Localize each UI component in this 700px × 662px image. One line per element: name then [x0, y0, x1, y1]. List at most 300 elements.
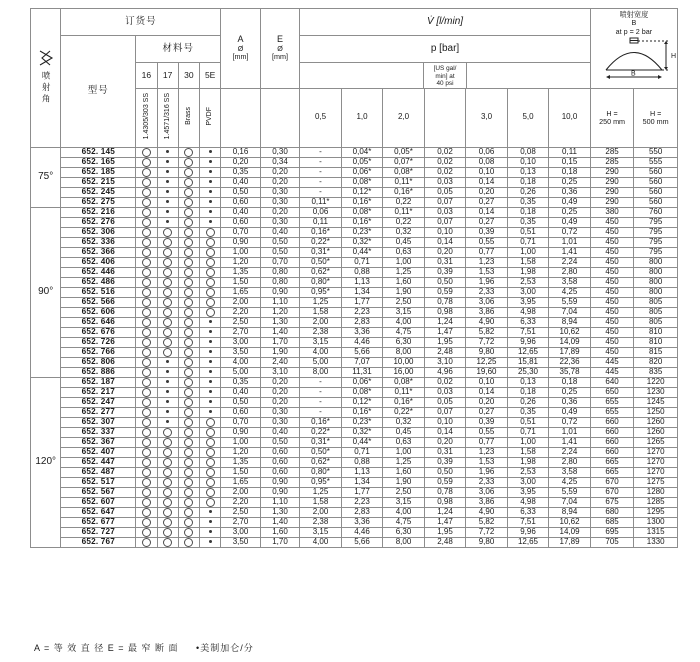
flow-value-cell-4: 0,77 — [466, 247, 508, 257]
table-row[interactable] — [31, 507, 678, 517]
flow-value-cell-2: 8,00 — [383, 537, 425, 547]
availability-dot-icon — [209, 150, 212, 153]
material-availability-cell-3 — [200, 357, 221, 367]
flow-value-cell-0: 0,11 — [300, 217, 342, 227]
flow-value-cell-3: 3,10 — [424, 357, 466, 367]
material-availability-cell-2 — [178, 237, 199, 247]
flow-value-cell-0: 2,38 — [300, 327, 342, 337]
dimension-a-cell: 2,50 — [221, 317, 260, 327]
table-row[interactable] — [31, 147, 678, 157]
flow-value-cell-5: 3,95 — [507, 297, 549, 307]
availability-circle-icon — [184, 368, 193, 377]
flow-value-cell-4: 4,90 — [466, 507, 508, 517]
table-row[interactable] — [31, 227, 678, 237]
table-row[interactable] — [31, 237, 678, 247]
availability-circle-icon — [142, 378, 151, 387]
flow-value-cell-2: 16,00 — [383, 367, 425, 377]
flow-value-cell-4: 12,25 — [466, 357, 508, 367]
flow-value-cell-3: 0,07 — [424, 217, 466, 227]
material-availability-cell-2 — [178, 267, 199, 277]
pressure-header: p [bar] — [300, 36, 591, 63]
flow-value-cell-1: 0,23* — [341, 417, 383, 427]
flow-value-cell-1: 0,44* — [341, 437, 383, 447]
spray-width-h250-cell: 660 — [590, 417, 634, 427]
material-availability-cell-2 — [178, 347, 199, 357]
table-row[interactable] — [31, 477, 678, 487]
spray-width-h500-cell: 820 — [634, 357, 678, 367]
flow-value-cell-4: 0,39 — [466, 417, 508, 427]
material-availability-cell-1 — [157, 167, 178, 177]
table-row[interactable] — [31, 377, 678, 387]
table-row[interactable] — [31, 417, 678, 427]
dimension-e-cell: 1,30 — [260, 507, 299, 517]
flow-value-cell-5: 25,30 — [507, 367, 549, 377]
flow-value-cell-6: 1,01 — [549, 237, 591, 247]
availability-circle-icon — [142, 398, 151, 407]
flow-value-cell-3: 0,20 — [424, 437, 466, 447]
dimension-a-cell: 0,70 — [221, 417, 260, 427]
table-header — [31, 9, 678, 148]
availability-circle-icon — [142, 308, 151, 317]
flow-value-cell-6: 5,59 — [549, 487, 591, 497]
flow-value-cell-1: 7,07 — [341, 357, 383, 367]
dimension-a-cell: 0,40 — [221, 177, 260, 187]
spray-width-h250-cell: 290 — [590, 167, 634, 177]
flow-value-cell-2: 0,11* — [383, 387, 425, 397]
model-number-cell[interactable]: 652. 726 — [61, 337, 136, 347]
material-availability-cell-1 — [157, 437, 178, 447]
availability-dot-icon — [209, 360, 212, 363]
model-number-cell[interactable]: 652. 245 — [61, 187, 136, 197]
dimension-e-cell: 1,10 — [260, 497, 299, 507]
material-availability-cell-2 — [178, 147, 199, 157]
flow-value-cell-5: 12,65 — [507, 537, 549, 547]
material-availability-cell-1 — [157, 447, 178, 457]
spray-width-h250-cell: 665 — [590, 467, 634, 477]
model-number-cell[interactable]: 652. 487 — [61, 467, 136, 477]
h500-line2: 500 mm — [642, 116, 669, 126]
material-availability-cell-2 — [178, 397, 199, 407]
availability-circle-icon — [206, 418, 215, 427]
material-availability-cell-0 — [136, 277, 157, 287]
material-availability-cell-0 — [136, 387, 157, 397]
dimension-e-cell: 0,20 — [260, 377, 299, 387]
flow-value-cell-6: 22,36 — [549, 357, 591, 367]
spray-angle-icon — [36, 49, 56, 67]
table-row[interactable] — [31, 457, 678, 467]
flow-value-cell-4: 0,14 — [466, 207, 508, 217]
availability-circle-icon — [142, 358, 151, 367]
model-number-cell[interactable]: 652. 247 — [61, 397, 136, 407]
availability-circle-icon — [206, 468, 215, 477]
model-number-cell[interactable]: 652. 366 — [61, 247, 136, 257]
material-availability-cell-2 — [178, 287, 199, 297]
material-code-5e: 5E — [200, 63, 221, 89]
material-availability-cell-1 — [157, 217, 178, 227]
table-row[interactable] — [31, 387, 678, 397]
availability-circle-icon — [163, 228, 172, 237]
availability-dot-icon — [209, 380, 212, 383]
pressure-tick-2: 2,0 — [383, 88, 425, 147]
model-number-cell[interactable]: 652. 277 — [61, 407, 136, 417]
flow-value-cell-0: 8,00 — [300, 367, 342, 377]
flow-value-cell-3: 0,98 — [424, 307, 466, 317]
dimension-e-cell: 0,90 — [260, 287, 299, 297]
flow-value-cell-6: 0,25 — [549, 177, 591, 187]
dimension-a-cell: 2,20 — [221, 307, 260, 317]
material-availability-cell-2 — [178, 447, 199, 457]
flow-value-cell-5: 0,26 — [507, 187, 549, 197]
dimension-a-cell: 0,60 — [221, 197, 260, 207]
pressure-tick-0: 0,5 — [300, 88, 342, 147]
flow-value-cell-0: 2,00 — [300, 317, 342, 327]
model-number-cell[interactable]: 652. 145 — [61, 147, 136, 157]
model-number-cell[interactable]: 652. 676 — [61, 327, 136, 337]
availability-circle-icon — [184, 318, 193, 327]
material-availability-cell-3 — [200, 147, 221, 157]
model-number-cell[interactable]: 652. 516 — [61, 287, 136, 297]
material-availability-cell-1 — [157, 417, 178, 427]
model-number-cell[interactable]: 652. 215 — [61, 177, 136, 187]
spray-width-h250-cell: 660 — [590, 427, 634, 437]
col-e-unit: [mm] — [272, 52, 288, 62]
flow-value-cell-6: 0,11 — [549, 147, 591, 157]
model-number-cell[interactable]: 652. 407 — [61, 447, 136, 457]
flow-value-cell-0: 3,15 — [300, 337, 342, 347]
availability-circle-icon — [163, 308, 172, 317]
flow-value-cell-4: 0,10 — [466, 377, 508, 387]
availability-circle-icon — [184, 398, 193, 407]
material-availability-cell-1 — [157, 307, 178, 317]
material-availability-cell-2 — [178, 497, 199, 507]
table-row[interactable] — [31, 397, 678, 407]
footer-note-a: A = 等 效 直 径 E = 最 窄 断 面 — [34, 643, 179, 653]
flow-value-cell-5: 9,96 — [507, 527, 549, 537]
spray-width-h500-cell: 1230 — [634, 387, 678, 397]
model-number-cell[interactable]: 652. 187 — [61, 377, 136, 387]
material-availability-cell-2 — [178, 177, 199, 187]
flow-value-cell-4: 3,06 — [466, 297, 508, 307]
table-row[interactable] — [31, 327, 678, 337]
spray-width-h250-cell: 680 — [590, 507, 634, 517]
spray-width-h250-cell: 640 — [590, 377, 634, 387]
model-number-cell[interactable]: 652. 567 — [61, 487, 136, 497]
model-number-cell[interactable]: 652. 517 — [61, 477, 136, 487]
flow-value-cell-3: 0,98 — [424, 497, 466, 507]
table-row[interactable] — [31, 527, 678, 537]
spray-width-h500-cell: 800 — [634, 267, 678, 277]
flow-value-cell-5: 3,00 — [507, 287, 549, 297]
flow-value-cell-0: 0,95* — [300, 477, 342, 487]
model-number-cell[interactable]: 652. 367 — [61, 437, 136, 447]
material-name-16: 1.4305/303 SS — [136, 88, 157, 147]
flow-value-cell-3: 0,59 — [424, 287, 466, 297]
material-availability-cell-3 — [200, 207, 221, 217]
spray-width-h250-cell: 450 — [590, 317, 634, 327]
flow-value-cell-2: 1,25 — [383, 457, 425, 467]
availability-circle-icon — [206, 428, 215, 437]
availability-circle-icon — [206, 458, 215, 467]
flow-value-cell-3: 0,59 — [424, 477, 466, 487]
table-row[interactable] — [31, 467, 678, 477]
spray-width-h250-cell: 450 — [590, 327, 634, 337]
availability-dot-icon — [209, 210, 212, 213]
availability-circle-icon — [184, 308, 193, 317]
material-availability-cell-1 — [157, 177, 178, 187]
table-row[interactable] — [31, 347, 678, 357]
material-availability-cell-3 — [200, 457, 221, 467]
model-number-cell[interactable]: 652. 275 — [61, 197, 136, 207]
spray-width-h500-cell: 810 — [634, 327, 678, 337]
material-availability-cell-3 — [200, 397, 221, 407]
flow-value-cell-4: 1,96 — [466, 277, 508, 287]
availability-circle-icon — [184, 488, 193, 497]
material-availability-cell-0 — [136, 287, 157, 297]
model-number-cell[interactable]: 652. 216 — [61, 207, 136, 217]
flow-value-cell-6: 35,78 — [549, 367, 591, 377]
model-number-cell[interactable]: 652. 566 — [61, 297, 136, 307]
table-row[interactable] — [31, 407, 678, 417]
spray-width-h500-cell: 795 — [634, 247, 678, 257]
table-row[interactable] — [31, 297, 678, 307]
spray-width-h250-cell: 450 — [590, 297, 634, 307]
flow-value-cell-6: 0,49 — [549, 407, 591, 417]
table-row[interactable] — [31, 207, 678, 217]
flow-value-cell-2: 0,32 — [383, 227, 425, 237]
availability-circle-icon — [142, 458, 151, 467]
availability-circle-icon — [142, 208, 151, 217]
table-row[interactable] — [31, 277, 678, 287]
material-availability-cell-0 — [136, 417, 157, 427]
availability-dot-icon — [166, 180, 169, 183]
model-number-cell[interactable]: 652. 447 — [61, 457, 136, 467]
model-number-cell[interactable]: 652. 727 — [61, 527, 136, 537]
model-number-cell[interactable]: 652. 336 — [61, 237, 136, 247]
flow-value-cell-1: 4,46 — [341, 527, 383, 537]
model-number-cell[interactable]: 652. 446 — [61, 267, 136, 277]
availability-dot-icon — [166, 360, 169, 363]
flow-value-cell-4: 1,23 — [466, 257, 508, 267]
material-availability-cell-3 — [200, 467, 221, 477]
usgal-line3: 40 psi — [436, 80, 454, 88]
model-number-cell[interactable]: 652. 406 — [61, 257, 136, 267]
flow-value-cell-2: 6,30 — [383, 527, 425, 537]
flow-value-cell-4: 0,14 — [466, 177, 508, 187]
availability-circle-icon — [142, 418, 151, 427]
model-number-cell[interactable]: 652. 766 — [61, 347, 136, 357]
dimension-e-cell: 0,60 — [260, 467, 299, 477]
flow-value-cell-0: 0,62* — [300, 267, 342, 277]
flow-value-cell-1: 0,44* — [341, 247, 383, 257]
material-availability-cell-3 — [200, 427, 221, 437]
table-row[interactable] — [31, 167, 678, 177]
flow-value-cell-5: 0,18 — [507, 177, 549, 187]
flow-value-cell-0: - — [300, 147, 342, 157]
model-number-cell[interactable]: 652. 606 — [61, 307, 136, 317]
dimension-e-cell: 0,70 — [260, 257, 299, 267]
spray-width-h500-cell: 1280 — [634, 487, 678, 497]
material-availability-cell-2 — [178, 227, 199, 237]
flow-value-cell-6: 1,01 — [549, 427, 591, 437]
availability-circle-icon — [163, 348, 172, 357]
flow-value-cell-2: 4,75 — [383, 517, 425, 527]
model-number-cell[interactable]: 652. 486 — [61, 277, 136, 287]
material-availability-cell-2 — [178, 437, 199, 447]
model-number-cell[interactable]: 652. 217 — [61, 387, 136, 397]
availability-circle-icon — [184, 148, 193, 157]
material-availability-cell-0 — [136, 177, 157, 187]
flow-value-cell-6: 1,41 — [549, 247, 591, 257]
table-row[interactable] — [31, 317, 678, 327]
flow-value-cell-1: 5,66 — [341, 537, 383, 547]
availability-circle-icon — [184, 538, 193, 547]
material-availability-cell-2 — [178, 257, 199, 267]
flow-value-cell-4: 0,77 — [466, 437, 508, 447]
spray-width-h250-cell: 290 — [590, 177, 634, 187]
dimension-a-cell: 0,40 — [221, 207, 260, 217]
flow-value-cell-4: 0,10 — [466, 167, 508, 177]
spray-width-h250-cell: 450 — [590, 227, 634, 237]
table-row[interactable] — [31, 337, 678, 347]
availability-circle-icon — [184, 228, 193, 237]
table-row[interactable] — [31, 197, 678, 207]
model-number-cell[interactable]: 652. 185 — [61, 167, 136, 177]
availability-dot-icon — [209, 350, 212, 353]
model-number-cell[interactable]: 652. 886 — [61, 367, 136, 377]
model-number-cell[interactable]: 652. 165 — [61, 157, 136, 167]
material-availability-cell-0 — [136, 187, 157, 197]
spray-width-h500-cell: 805 — [634, 317, 678, 327]
flow-value-cell-5: 0,18 — [507, 207, 549, 217]
spray-width-h500-cell: 805 — [634, 297, 678, 307]
spray-width-h500-cell: 760 — [634, 207, 678, 217]
model-number-cell[interactable]: 652. 276 — [61, 217, 136, 227]
dimension-e-cell: 1,40 — [260, 327, 299, 337]
spray-width-h250-cell: 290 — [590, 187, 634, 197]
spray-width-h250-cell: 285 — [590, 147, 634, 157]
flow-value-cell-5: 2,53 — [507, 277, 549, 287]
flow-value-cell-6: 7,04 — [549, 307, 591, 317]
table-row[interactable] — [31, 267, 678, 277]
material-availability-cell-0 — [136, 377, 157, 387]
material-availability-cell-3 — [200, 257, 221, 267]
flow-value-cell-5: 0,08 — [507, 147, 549, 157]
dimension-e-cell: 0,30 — [260, 217, 299, 227]
spray-width-h250-cell: 665 — [590, 457, 634, 467]
flow-value-cell-3: 1,24 — [424, 317, 466, 327]
availability-circle-icon — [184, 448, 193, 457]
col-a-spacer — [221, 88, 260, 147]
material-availability-cell-1 — [157, 407, 178, 417]
flow-value-cell-0: - — [300, 187, 342, 197]
flow-value-cell-1: 1,77 — [341, 297, 383, 307]
model-number-cell[interactable]: 652. 806 — [61, 357, 136, 367]
availability-circle-icon — [142, 218, 151, 227]
availability-dot-icon — [209, 390, 212, 393]
table-row[interactable] — [31, 187, 678, 197]
material-availability-cell-3 — [200, 177, 221, 187]
table-row[interactable] — [31, 487, 678, 497]
flow-value-cell-3: 1,47 — [424, 517, 466, 527]
table-row[interactable] — [31, 447, 678, 457]
model-number-cell[interactable]: 652. 767 — [61, 537, 136, 547]
table-row[interactable] — [31, 217, 678, 227]
availability-dot-icon — [166, 150, 169, 153]
table-row[interactable] — [31, 357, 678, 367]
availability-circle-icon — [142, 148, 151, 157]
col-a-header — [221, 9, 260, 89]
material-availability-cell-1 — [157, 397, 178, 407]
availability-dot-icon — [209, 180, 212, 183]
flow-value-cell-6: 17,89 — [549, 347, 591, 357]
flow-value-cell-2: 8,00 — [383, 347, 425, 357]
spray-width-h250-cell: 705 — [590, 537, 634, 547]
model-number-cell[interactable]: 652. 607 — [61, 497, 136, 507]
spray-width-h250-cell: 445 — [590, 357, 634, 367]
table-row[interactable] — [31, 537, 678, 547]
flow-value-cell-1: 0,88 — [341, 267, 383, 277]
flow-value-cell-4: 1,23 — [466, 447, 508, 457]
material-availability-cell-3 — [200, 407, 221, 417]
table-row[interactable] — [31, 177, 678, 187]
table-row[interactable] — [31, 307, 678, 317]
flow-value-cell-3: 1,24 — [424, 507, 466, 517]
model-number-cell[interactable]: 652. 307 — [61, 417, 136, 427]
table-row[interactable] — [31, 437, 678, 447]
table-row[interactable] — [31, 257, 678, 267]
availability-circle-icon — [142, 158, 151, 167]
flow-value-cell-2: 3,15 — [383, 307, 425, 317]
table-row[interactable] — [31, 427, 678, 437]
availability-dot-icon — [209, 410, 212, 413]
table-row[interactable] — [31, 497, 678, 507]
spray-width-h500-cell: 550 — [634, 147, 678, 157]
availability-circle-icon — [184, 408, 193, 417]
dimension-e-cell: 1,40 — [260, 517, 299, 527]
model-number-cell[interactable]: 652. 647 — [61, 507, 136, 517]
availability-dot-icon — [166, 380, 169, 383]
material-availability-cell-0 — [136, 347, 157, 357]
flow-value-cell-1: 0,08* — [341, 177, 383, 187]
availability-circle-icon — [142, 408, 151, 417]
availability-circle-icon — [206, 248, 215, 257]
dimension-e-cell: 0,20 — [260, 387, 299, 397]
flow-value-cell-4: 9,80 — [466, 537, 508, 547]
flow-value-cell-0: 0,31* — [300, 437, 342, 447]
model-number-cell[interactable]: 652. 677 — [61, 517, 136, 527]
flow-value-cell-3: 0,03 — [424, 177, 466, 187]
material-availability-cell-1 — [157, 287, 178, 297]
table-row[interactable] — [31, 247, 678, 257]
availability-circle-icon — [163, 458, 172, 467]
table-row[interactable] — [31, 367, 678, 377]
h250-line1: H = — [606, 109, 618, 119]
flow-value-cell-0: 1,58 — [300, 497, 342, 507]
availability-circle-icon — [142, 538, 151, 547]
model-number-cell[interactable]: 652. 646 — [61, 317, 136, 327]
table-row[interactable] — [31, 517, 678, 527]
table-row[interactable] — [31, 287, 678, 297]
model-number-cell[interactable]: 652. 337 — [61, 427, 136, 437]
flow-value-cell-0: 0,50* — [300, 447, 342, 457]
availability-circle-icon — [184, 388, 193, 397]
model-number-cell[interactable]: 652. 306 — [61, 227, 136, 237]
flow-value-cell-3: 0,02 — [424, 157, 466, 167]
table-row[interactable] — [31, 157, 678, 167]
availability-circle-icon — [184, 418, 193, 427]
dimension-a-cell: 1,50 — [221, 467, 260, 477]
flow-value-cell-1: 1,34 — [341, 287, 383, 297]
